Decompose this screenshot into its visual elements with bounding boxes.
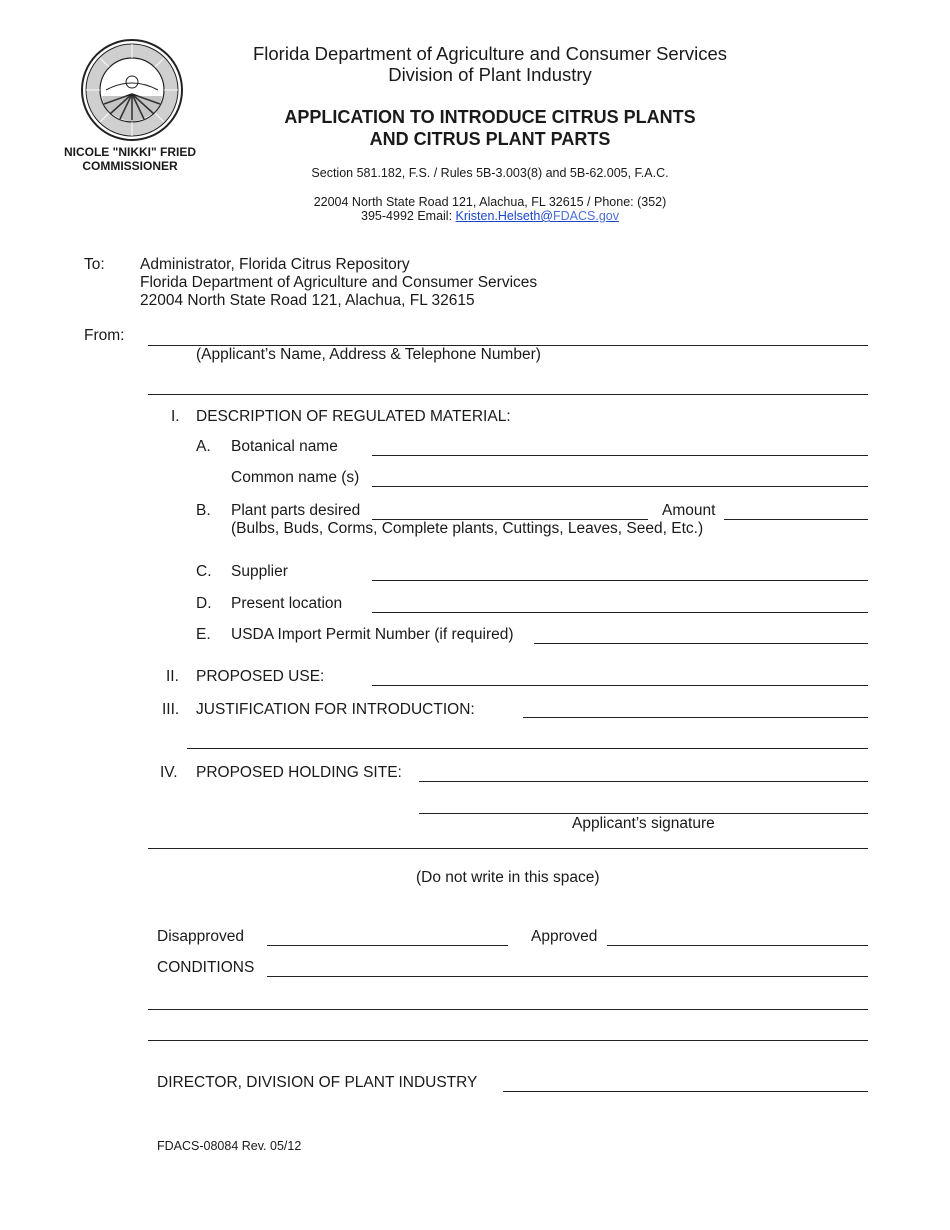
item-c-letter: C. bbox=[196, 563, 212, 580]
present-location-field[interactable] bbox=[372, 612, 868, 613]
director-label: DIRECTOR, DIVISION OF PLANT INDUSTRY bbox=[157, 1074, 478, 1091]
form-number: FDACS-08084 Rev. 05/12 bbox=[157, 1139, 302, 1153]
section1-title: DESCRIPTION OF REGULATED MATERIAL: bbox=[196, 408, 511, 425]
email-link[interactable] bbox=[456, 209, 619, 223]
justification-field-2[interactable] bbox=[187, 748, 868, 749]
disapproved-field[interactable] bbox=[267, 945, 508, 946]
from-label: From: bbox=[84, 327, 125, 344]
to-line1: Administrator, Florida Citrus Repository bbox=[140, 256, 410, 273]
commissioner-name: NICOLE "NIKKI" FRIED bbox=[63, 145, 197, 159]
approved-label: Approved bbox=[531, 928, 598, 945]
item-d-letter: D. bbox=[196, 595, 212, 612]
section4-number: IV. bbox=[160, 764, 178, 781]
contact-phone-email bbox=[190, 209, 790, 223]
section1-number: I. bbox=[171, 408, 180, 425]
statute-reference: Section 581.182, F.S. / Rules 5B-3.003(8) and 5B-62.005, F.A.C. bbox=[311, 166, 669, 180]
seal-graphic bbox=[80, 38, 184, 142]
form-title-line2: AND CITRUS PLANT PARTS bbox=[369, 129, 611, 149]
plant-parts-label: Plant parts desired bbox=[231, 502, 361, 519]
contact-address: 22004 North State Road 121, Alachua, FL 32615 / Phone: (352) bbox=[313, 195, 667, 209]
conditions-label: CONDITIONS bbox=[157, 959, 255, 976]
botanical-name-label: Botanical name bbox=[231, 438, 338, 455]
present-location-label: Present location bbox=[231, 595, 343, 612]
department-seal bbox=[80, 38, 184, 142]
from-hint: (Applicant’s Name, Address & Telephone Number) bbox=[196, 346, 541, 363]
common-name-label: Common name (s) bbox=[231, 469, 360, 486]
section3-number: III. bbox=[162, 701, 180, 718]
signature-field[interactable] bbox=[419, 813, 868, 814]
email-domain: FDACS.gov bbox=[552, 209, 619, 223]
from-divider bbox=[148, 394, 868, 395]
usda-permit-label: USDA Import Permit Number (if required) bbox=[231, 626, 514, 643]
email-user: Kristen.Helseth@ bbox=[455, 209, 553, 223]
to-line2: Florida Department of Agriculture and Consumer Services bbox=[140, 274, 538, 291]
botanical-name-field[interactable] bbox=[372, 455, 868, 456]
signature-label: Applicant’s signature bbox=[572, 815, 715, 832]
director-signature-field[interactable] bbox=[503, 1091, 868, 1092]
holding-site-label: PROPOSED HOLDING SITE: bbox=[196, 764, 402, 781]
department-name: Florida Department of Agriculture and Consumer Services bbox=[252, 43, 728, 64]
justification-field[interactable] bbox=[523, 717, 868, 718]
common-name-field[interactable] bbox=[372, 486, 868, 487]
item-e-letter: E. bbox=[196, 626, 211, 643]
proposed-use-label: PROPOSED USE: bbox=[196, 668, 325, 685]
conditions-field-2[interactable] bbox=[148, 1009, 868, 1010]
division-name: Division of Plant Industry bbox=[388, 64, 592, 85]
amount-field[interactable] bbox=[724, 519, 868, 520]
phone-text: 395-4992 Email: bbox=[361, 209, 456, 223]
justification-label: JUSTIFICATION FOR INTRODUCTION: bbox=[196, 701, 475, 718]
holding-site-field[interactable] bbox=[419, 781, 868, 782]
to-label: To: bbox=[84, 256, 105, 273]
form-title-line1: APPLICATION TO INTRODUCE CITRUS PLANTS bbox=[284, 107, 696, 127]
office-use-divider bbox=[148, 848, 868, 849]
item-a-letter: A. bbox=[196, 438, 211, 455]
conditions-field-3[interactable] bbox=[148, 1040, 868, 1041]
section2-number: II. bbox=[166, 668, 179, 685]
usda-permit-field[interactable] bbox=[534, 643, 868, 644]
amount-label: Amount bbox=[662, 502, 716, 519]
item-b-letter: B. bbox=[196, 502, 211, 519]
commissioner-title: COMMISSIONER bbox=[82, 159, 178, 173]
to-line3: 22004 North State Road 121, Alachua, FL 32615 bbox=[140, 292, 475, 309]
disapproved-label: Disapproved bbox=[157, 928, 245, 945]
approved-field[interactable] bbox=[607, 945, 868, 946]
conditions-field[interactable] bbox=[267, 976, 868, 977]
proposed-use-field[interactable] bbox=[372, 685, 868, 686]
supplier-field[interactable] bbox=[372, 580, 868, 581]
supplier-label: Supplier bbox=[231, 563, 288, 580]
plant-parts-hint: (Bulbs, Buds, Corms, Complete plants, Cuttings, Leaves, Seed, Etc.) bbox=[231, 520, 704, 537]
office-use-note: (Do not write in this space) bbox=[416, 869, 600, 886]
